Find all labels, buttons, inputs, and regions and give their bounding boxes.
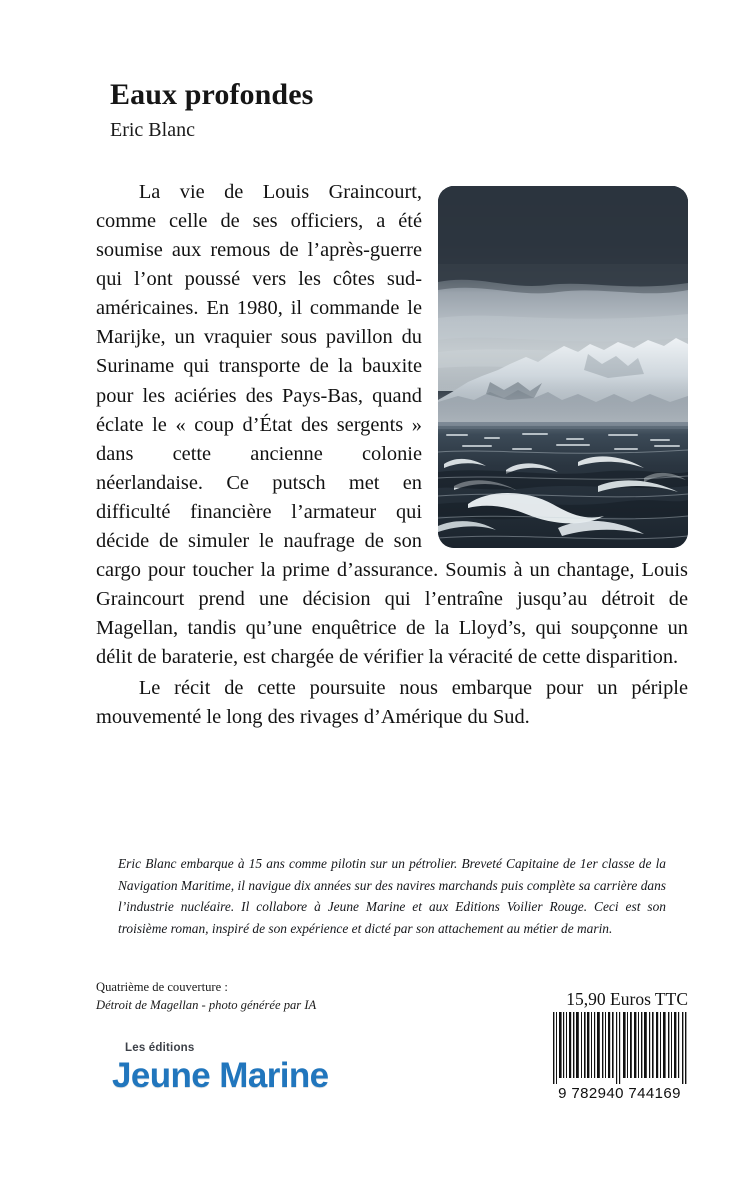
blurb-paragraph-1: La vie de Louis Graincourt, comme celle de ses officiers, a été soumise aux remous de l’après-guerre qui l’ont poussé vers les côtes sud-américaines. En 1980, il commande le Marijke, un vraquier sous pavillon du Suriname qui transporte de la bauxite pour les aciéries des Pays-Bas, quand éclate le « coup d’État des sergents » dans cette ancienne colonie néerlandaise. Ce putsch met en difficulté financière l’armateur qui décide de simuler le naufrage de son cargo pour toucher la prime d’assurance. Soumis à un chantage, Louis Graincourt prend une décision qui l’entraîne jusqu’au détroit de Magellan, tandis qu’une enquêtrice de la Lloyd’s, qui soupçonne un délit de baraterie, est chargée de vérifier la véracité de cette disparition. [96,181,688,669]
publisher-name: Jeune Marine [112,1055,329,1095]
book-author: Eric Blanc [110,118,195,141]
barcode [551,1012,688,1102]
stormy-sea-mountain-photo [438,186,688,548]
cover-credit-value: Détroit de Magellan - photo générée par IA [96,998,317,1013]
cover-credit-label: Quatrième de couverture : [96,980,228,994]
blurb-paragraph-2: Le récit de cette poursuite nous embarque pour un périple mouvementé le long des rivages d’Amérique du Sud. [96,677,688,729]
price-label: 15,90 Euros TTC [566,989,688,1009]
stormy-sea-illustration [438,186,688,548]
author-biography [118,853,666,940]
book-header [110,78,670,142]
cover-credit [96,978,426,1015]
blurb-text-block [96,178,688,732]
barcode-bars [551,1012,688,1084]
author-biography-text: Eric Blanc embarque à 15 ans comme pilotin sur un pétrolier. Breveté Capitaine de 1er classe de la Navigation Maritime, il navigue dix années sur des navires marchands puis complète sa carrière dans l’industrie nucléaire. Il collabore à Jeune Marine et aux Editions Voilier Rouge. Ceci est son troisième roman, inspiré de son expérience et dicté par son attachement au métier de marin. [118,856,666,937]
publisher-logo [112,1043,372,1094]
page-title: Eaux profondes [110,78,314,111]
barcode-digits: 9 782940 744169 [558,1085,681,1102]
publisher-kicker: Les éditions [125,1042,195,1054]
